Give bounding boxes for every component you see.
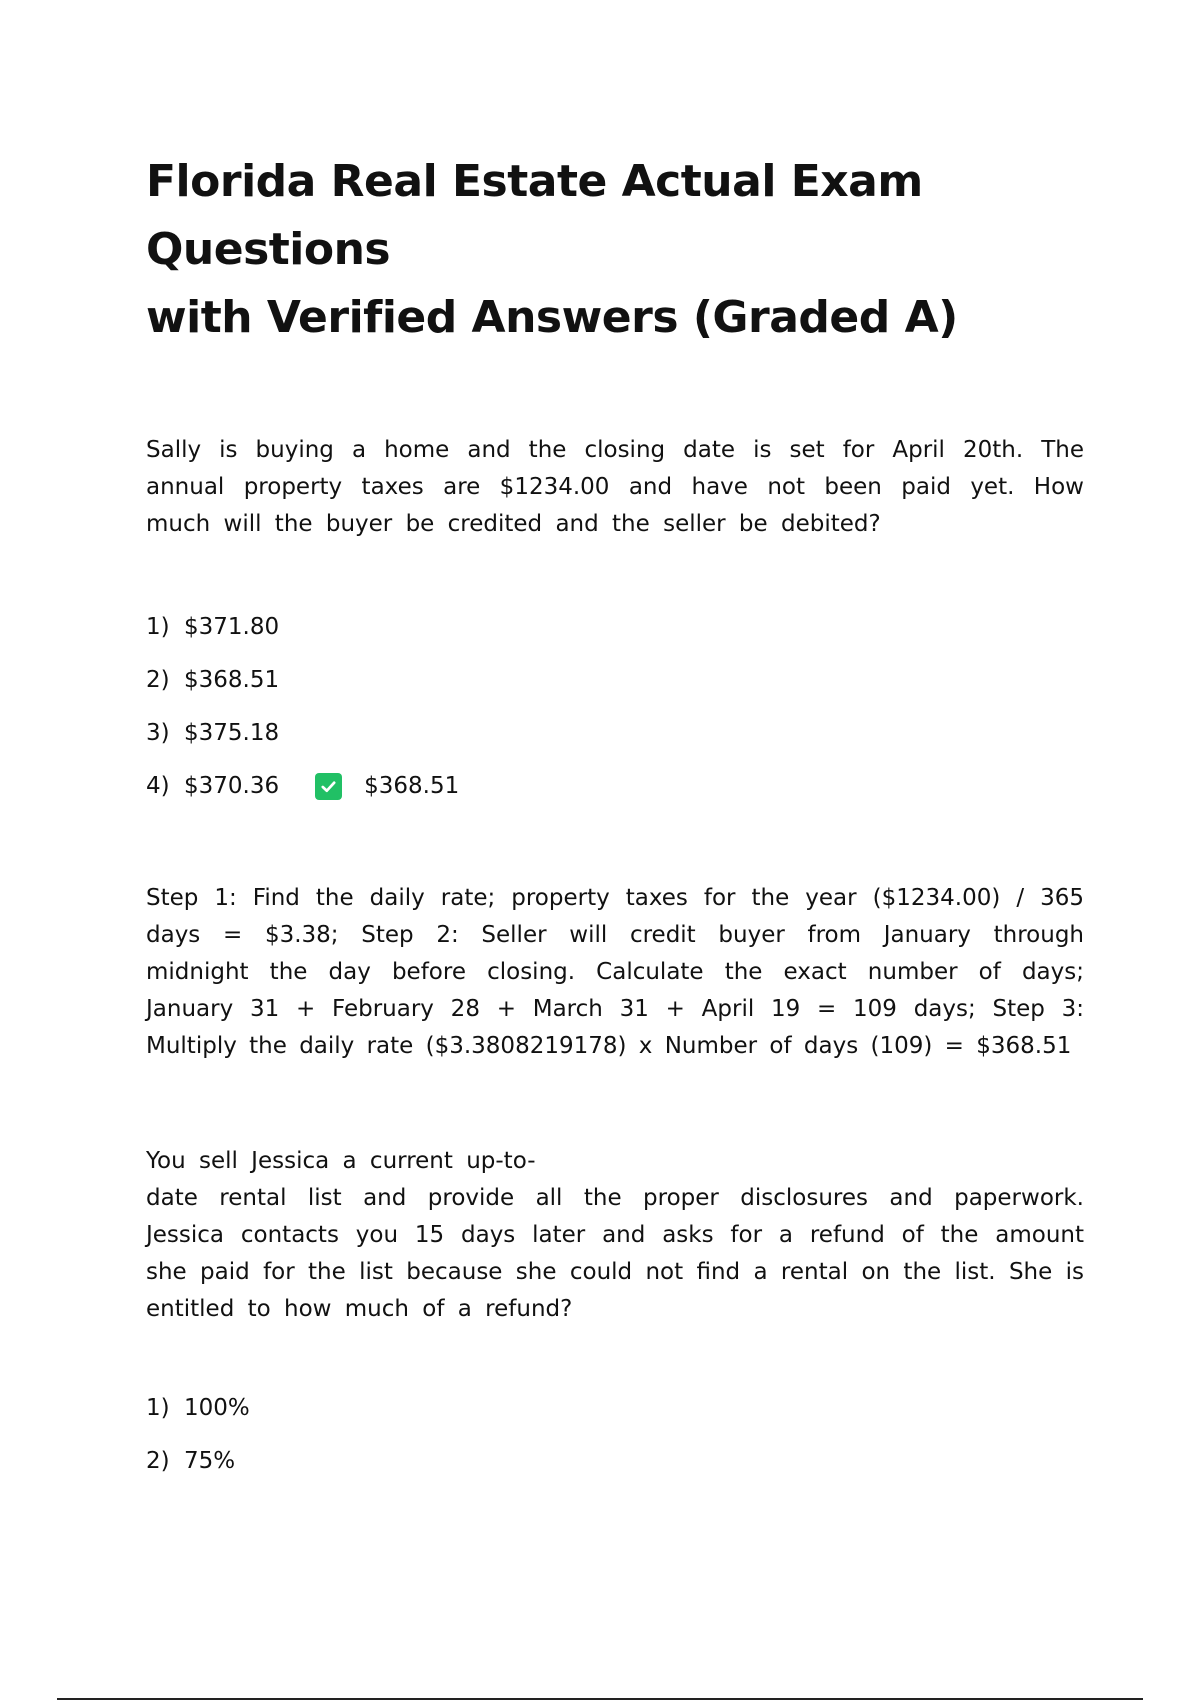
question-1-explanation: Step 1: Find the daily rate; property taxes for the year ($1234.00) / 365 days = $3.38; Step 2: Seller will credit buyer from January through midnight the day before closing. Calculate the exact number of days; January 31 + February 28 + March 31 + April 19 = 109 days; Step 3: Multiply the daily rate ($3.3808219178) x Number of days (109) = $368.51 [146,885,1084,1059]
option-label: 100% [184,1395,250,1421]
option-number: 2) [146,1448,170,1474]
option-item [146,768,1084,804]
option-item [146,1390,1084,1426]
question-1-text: Sally is buying a home and the closing date is set for April 20th. The annual property taxes are $1234.00 and have not been paid yet. How much will the buyer be credited and the seller be debited? [146,437,1084,537]
option-number: 1) [146,1395,170,1421]
option-item [146,662,1084,698]
option-label: $370.36 [184,773,280,799]
option-number: 1) [146,614,170,640]
question-2-text-rest: date rental list and provide all the proper disclosures and paperwork. Jessica contacts you 15 days later and asks for a refund of the amount she paid for the list because she could not find a rental on the list. She is entitled to how much of a refund? [146,1185,1084,1322]
option-label: $371.80 [184,614,280,640]
correct-answer-value: $368.51 [364,773,460,799]
option-label: 75% [184,1448,236,1474]
option-item [146,1443,1084,1479]
document-title [146,148,1084,352]
option-label: $375.18 [184,720,280,746]
option-label: $368.51 [184,667,280,693]
title-line-2: with Verified Answers (Graded A) [146,292,958,343]
question-2-options [146,1390,1084,1479]
question-1-options [146,609,1084,804]
option-item [146,609,1084,645]
title-line-1: Florida Real Estate Actual Exam Questions [146,156,923,275]
question-2-text-line-1: You sell Jessica a current up-to- [146,1148,536,1174]
option-number: 2) [146,667,170,693]
option-number: 3) [146,720,170,746]
question-2-text [146,1143,1084,1328]
correct-answer [315,768,459,804]
option-number: 4) [146,773,170,799]
check-icon [315,773,342,800]
document-page [146,148,1084,1496]
option-item [146,715,1084,751]
